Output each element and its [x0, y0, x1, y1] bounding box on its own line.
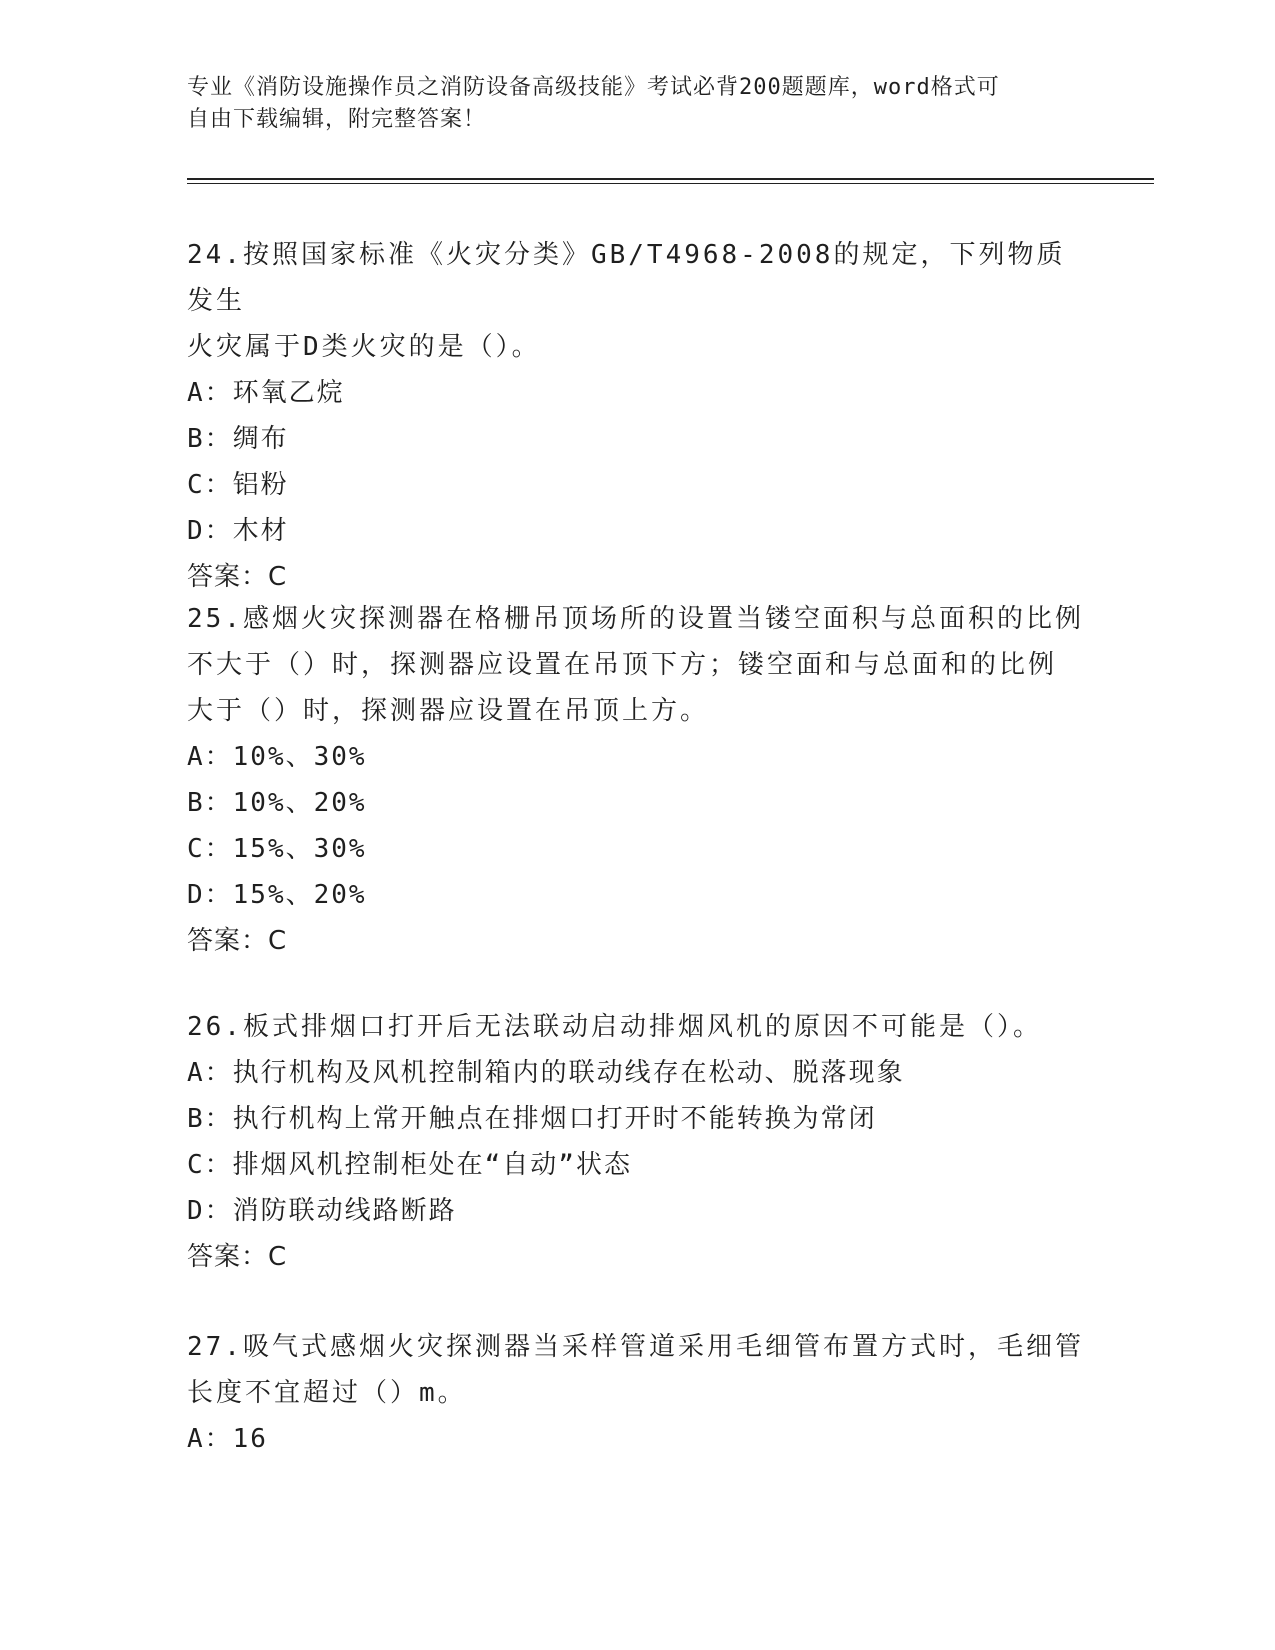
option-a: A：10%、30%: [187, 742, 367, 772]
question-24: [187, 232, 1087, 600]
question-text: 27.吸气式感烟火灾探测器当采样管道采用毛细管布置方式时，毛细管 长度不宜超过（）m。: [187, 1332, 1084, 1408]
option-d: D：15%、20%: [187, 880, 367, 910]
option-b: B：执行机构上常开触点在排烟口打开时不能转换为常闭: [187, 1104, 877, 1134]
option-a: A：执行机构及风机控制箱内的联动线存在松动、脱落现象: [187, 1058, 905, 1088]
option-c: C：排烟风机控制柜处在“自动”状态: [187, 1150, 632, 1180]
question-text: 24.按照国家标准《火灾分类》GB/T4968-2008的规定，下列物质发生 火灾属于D类火灾的是（）。: [187, 240, 1066, 362]
question-text: 26.板式排烟口打开后无法联动启动排烟风机的原因不可能是（）。: [187, 1012, 1042, 1042]
question-27: [187, 1324, 1087, 1462]
header-divider-bottom: [187, 183, 1154, 184]
option-b: B：10%、20%: [187, 788, 367, 818]
option-a: A：16: [187, 1424, 268, 1454]
question-26: [187, 1004, 1087, 1280]
option-b: B：绸布: [187, 424, 289, 454]
answer: 答案：C: [187, 926, 288, 956]
option-d: D：消防联动线路断路: [187, 1196, 457, 1226]
answer: 答案：C: [187, 562, 288, 592]
option-a: A：环氧乙烷: [187, 378, 345, 408]
option-c: C：铝粉: [187, 470, 289, 500]
document-header-note: 专业《消防设施操作员之消防设备高级技能》考试必背200题题库，word格式可 自由下载编辑，附完整答案！: [187, 75, 1000, 132]
answer: 答案：C: [187, 1242, 288, 1272]
header-divider-top: [187, 178, 1154, 180]
option-d: D：木材: [187, 516, 289, 546]
question-25: [187, 596, 1087, 964]
question-text: 25.感烟火灾探测器在格栅吊顶场所的设置当镂空面积与总面积的比例 不大于（）时，探测器应设置在吊顶下方；镂空面和与总面和的比例 大于（）时，探测器应设置在吊顶上方。: [187, 604, 1084, 726]
option-c: C：15%、30%: [187, 834, 367, 864]
